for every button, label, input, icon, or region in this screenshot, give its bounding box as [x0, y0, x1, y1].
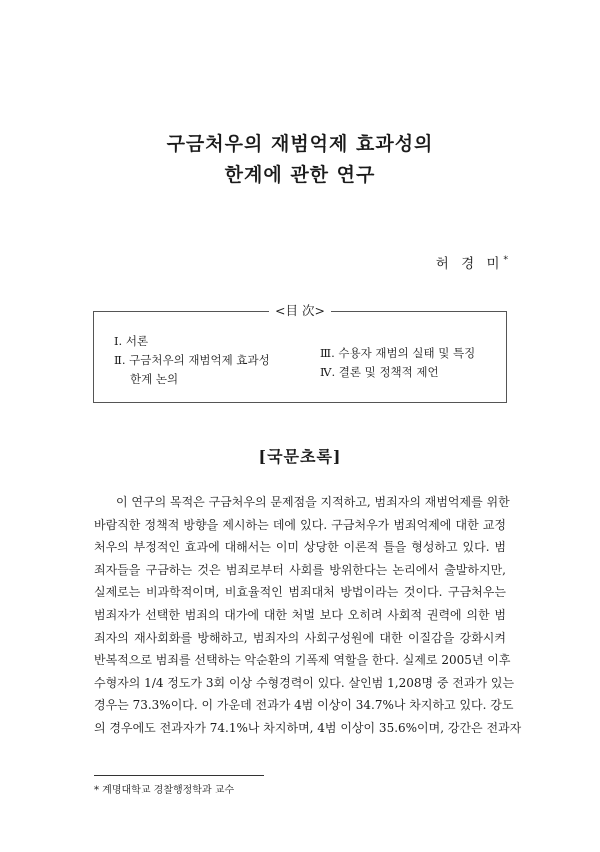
paper-title-line-1: 구금처우의 재범억제 효과성의 — [166, 133, 434, 155]
abstract-line: 범죄자가 선택한 범죄의 대가에 대한 처벌 보다 오히려 사회적 권력에 의한 범 — [94, 607, 506, 622]
abstract-line: 의 경우에도 전과자가 74.1%나 차지하며, 4범 이상이 35.6%이며, 강간은 전과자 — [94, 720, 522, 735]
toc-heading — [94, 303, 506, 319]
toc-item-2-continuation: 한계 논의 — [130, 372, 179, 386]
abstract-line: 수형자의 1/4 정도가 3회 이상 수형경력이 있다. 살인범 1,208명 중 전과가 있는 — [94, 675, 515, 690]
abstract-line: 경우는 73.3%이다. 이 가운데 전과가 4범 이상이 34.7%나 차지하고 있다. 강도 — [94, 698, 514, 713]
author-footnote-mark: * — [503, 255, 508, 266]
author-name-text: 허 경 미 — [435, 256, 504, 272]
toc-item-1: Ⅰ. 서론 — [114, 334, 149, 348]
toc-item-3: Ⅲ. 수용자 재범의 실태 및 특징 — [320, 346, 476, 360]
abstract-line: 이 연구의 목적은 구금처우의 문제점을 지적하고, 범죄자의 재범억제를 위한 — [116, 495, 510, 509]
abstract-line: 실제로는 비과학적이며, 비효율적인 범죄대처 방법이라는 것이다. 구금처우는 — [94, 585, 506, 600]
toc-item-2: Ⅱ. 구금처우의 재범억제 효과성 — [114, 353, 270, 367]
paper-title-line-2: 한계에 관한 연구 — [224, 164, 376, 186]
abstract-line: 바람직한 정책적 방향을 제시하는 데에 있다. 구금처우가 범죄억제에 대한 교정 — [94, 517, 506, 532]
abstract-line: 죄자의 재사회화를 방해하고, 범죄자의 사회구성원에 대한 이질감을 강화시켜 — [94, 630, 506, 645]
abstract-line: 처우의 부정적인 효과에 대해서는 이미 상당한 이론적 틀을 형성하고 있다. 범 — [94, 540, 506, 555]
table-of-contents-box — [93, 303, 507, 403]
abstract-line: 죄자들을 구금하는 것은 범죄로부터 사회를 방위한다는 논리에서 출발하지만, — [94, 562, 506, 577]
author-name — [436, 252, 508, 272]
toc-item-4: Ⅳ. 결론 및 정책적 제언 — [320, 365, 439, 379]
abstract-heading: [국문초록] — [258, 447, 342, 466]
abstract-line: 반복적으로 범죄를 선택하는 악순환의 기폭제 역할을 한다. 실제로 2005년 이후 — [94, 653, 511, 668]
abstract-body — [94, 491, 522, 740]
author-affiliation-footnote: * 계명대학교 경찰행정학과 교수 — [94, 785, 235, 796]
toc-heading-text: <目 次> — [269, 303, 331, 318]
footnote-divider — [94, 775, 264, 776]
